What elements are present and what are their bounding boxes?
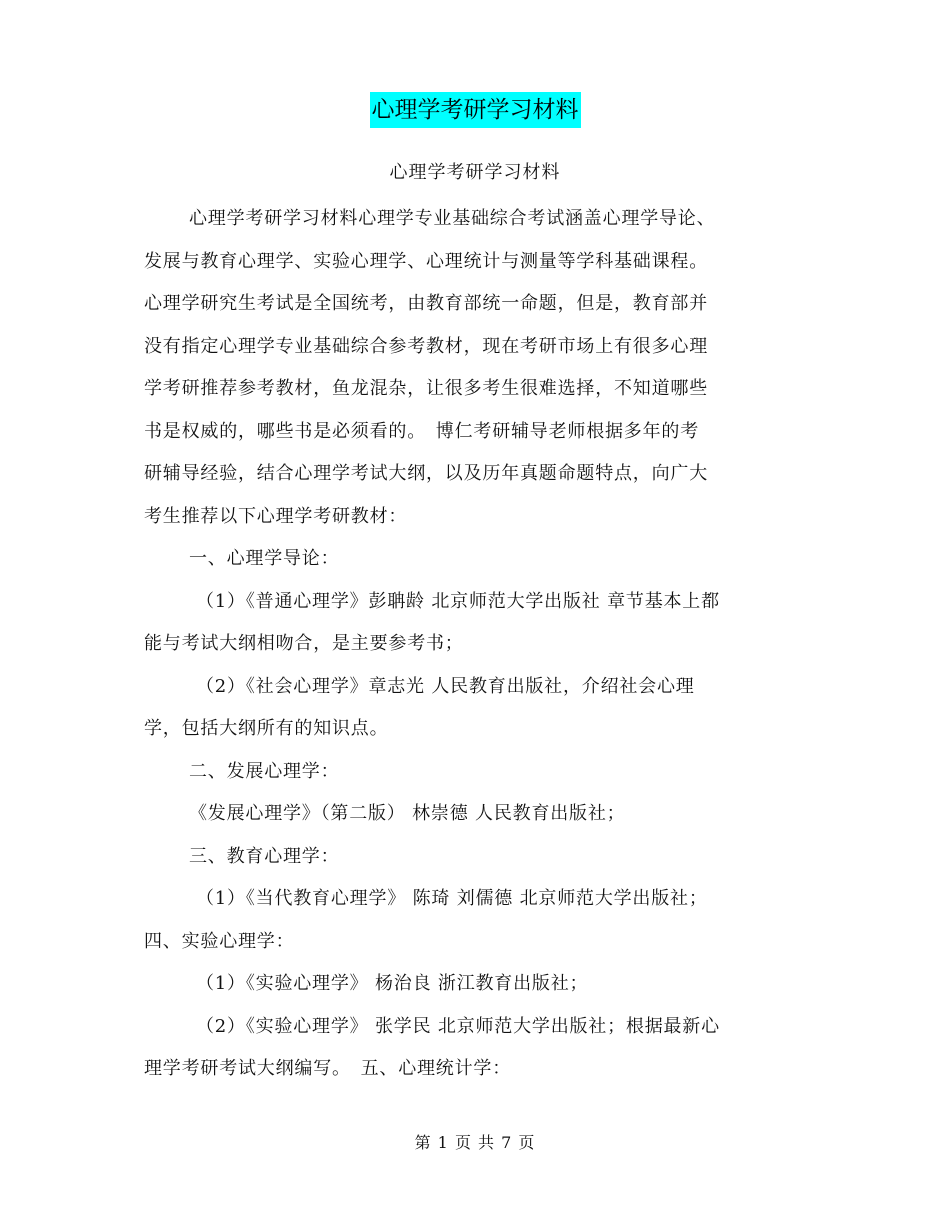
body-line: （1）《实验心理学》 杨治良 浙江教育出版社；	[196, 973, 589, 994]
body-line: 书是权威的，哪些书是必须看的。 博仁考研辅导老师根据多年的考	[144, 420, 699, 442]
body-line: 考生推荐以下心理学考研教材：	[144, 505, 408, 527]
document-title: 心理学考研学习材料	[370, 92, 581, 128]
body-line: 能与考试大纲相吻合，是主要参考书；	[144, 633, 464, 654]
body-line: 一、心理学导论：	[189, 548, 340, 569]
body-line: 四、实验心理学：	[144, 930, 295, 952]
body-line: 发展与教育心理学、实验心理学、心理统计与测量等学科基础课程。	[144, 250, 708, 272]
body-line: 理学考研考试大纲编写。 五、心理统计学：	[144, 1058, 511, 1079]
body-line: 二、发展心理学：	[189, 760, 340, 782]
body-line: 没有指定心理学专业基础综合参考教材，现在考研市场上有很多心理	[144, 335, 708, 357]
body-line: （2）《实验心理学》 张学民 北京师范大学出版社；根据最新心	[196, 1015, 720, 1037]
body-line: （2）《社会心理学》章志光 人民教育出版社，介绍社会心理	[196, 675, 695, 697]
body-line: （1）《当代教育心理学》 陈琦 刘儒德 北京师范大学出版社；	[196, 888, 708, 909]
body-line: 学，包括大纲所有的知识点。	[144, 718, 389, 739]
body-line: 研辅导经验，结合心理学考试大纲，以及历年真题命题特点，向广大	[144, 463, 708, 484]
body-line: 心理学考研学习材料心理学专业基础综合考试涵盖心理学导论、	[189, 208, 716, 229]
body-line: 学考研推荐参考教材，鱼龙混杂，让很多考生很难选择，不知道哪些	[144, 378, 708, 399]
body-line: 心理学研究生考试是全国统考，由教育部统一命题，但是，教育部并	[144, 293, 708, 314]
page-footer: 第 1 页 共 7 页	[414, 1133, 536, 1152]
title-container	[0, 92, 950, 128]
body-line: 三、教育心理学：	[189, 845, 340, 867]
body-line: 《发展心理学》（第二版） 林崇德 人民教育出版社；	[189, 803, 626, 824]
document-subtitle: 心理学考研学习材料	[389, 162, 561, 183]
body-line: （1）《普通心理学》彭聃龄 北京师范大学出版社 章节基本上都	[196, 590, 720, 612]
document-body	[144, 198, 809, 1091]
